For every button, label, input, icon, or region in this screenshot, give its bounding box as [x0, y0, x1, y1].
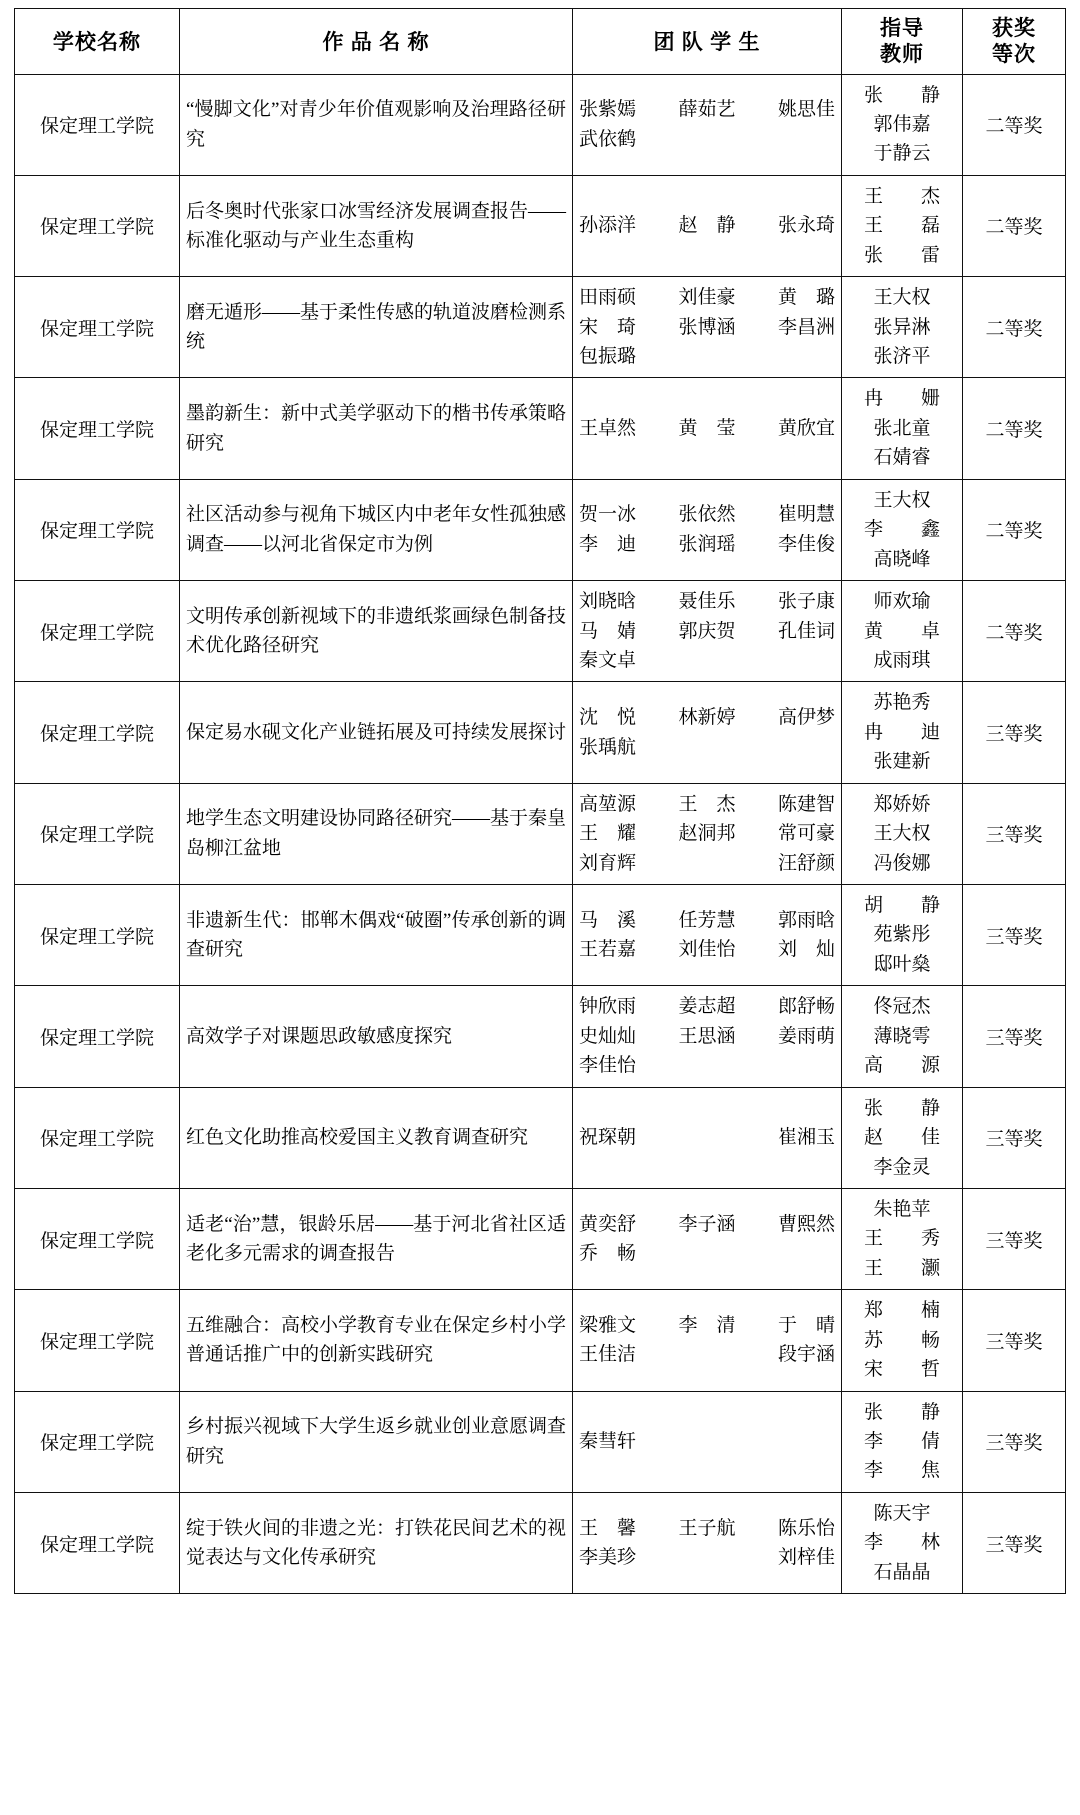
student-name: 汪舒颜: [777, 852, 835, 874]
cell-school: 保定理工学院: [15, 74, 180, 175]
mentor-name: 张异淋: [873, 316, 931, 338]
student-name: 马 溪: [579, 909, 637, 931]
student-name: 张依然: [678, 504, 736, 526]
cell-school: 保定理工学院: [15, 682, 180, 783]
mentor-name: 成雨琪: [873, 649, 931, 671]
cell-school: 保定理工学院: [15, 1391, 180, 1492]
team-student-line: [579, 992, 835, 1021]
student-name: 刘佳豪: [678, 287, 736, 309]
cell-team-students: [573, 1290, 842, 1391]
student-name: 于 晴: [777, 1314, 835, 1336]
cell-school: 保定理工学院: [15, 1290, 180, 1391]
student-name: 王子航: [678, 1517, 736, 1539]
cell-team-students: [573, 1087, 842, 1188]
student-name: 祝琛朝: [579, 1127, 637, 1149]
team-student-line: [579, 1123, 835, 1152]
student-name: 张子康: [777, 591, 835, 613]
column-header-school: 学校名称: [15, 9, 180, 75]
team-student-line: [579, 313, 835, 342]
student-name: 钟欣雨: [579, 996, 637, 1018]
student-name: 李美珍: [579, 1547, 637, 1569]
team-student-line: [579, 790, 835, 819]
cell-award-level: 三等奖: [963, 682, 1066, 783]
column-header-mentor: [842, 9, 963, 75]
cell-team-students: [573, 1391, 842, 1492]
cell-work-title: 文明传承创新视域下的非遗纸浆画绿色制备技术优化路径研究: [180, 581, 573, 682]
cell-team-students: [573, 986, 842, 1087]
student-name: 王佳洁: [579, 1344, 637, 1366]
mentor-name: 冯俊娜: [873, 852, 931, 874]
mentor-name: 冉 迪: [863, 721, 940, 743]
cell-mentor-teachers: [842, 277, 963, 378]
team-student-line: [579, 500, 835, 529]
student-name: 高堃源: [579, 793, 637, 815]
cell-team-students: [573, 479, 842, 580]
mentor-name: 冉 姗: [863, 388, 940, 410]
student-name: 任芳慧: [678, 909, 736, 931]
mentor-name: 于静云: [873, 143, 931, 165]
student-name: 郭庆贺: [678, 620, 736, 642]
student-name: 李 迪: [579, 533, 637, 555]
cell-team-students: [573, 581, 842, 682]
team-student-line: [579, 414, 835, 443]
student-name: 高伊梦: [777, 707, 835, 729]
cell-team-students: [573, 885, 842, 986]
mentor-name: 佟冠杰: [873, 996, 931, 1018]
student-name: 赵 静: [678, 215, 736, 237]
team-student-line: [579, 283, 835, 312]
cell-work-title: “慢脚文化”对青少年价值观影响及治理路径研究: [180, 74, 573, 175]
cell-award-level: 三等奖: [963, 1290, 1066, 1391]
cell-award-level: 三等奖: [963, 1087, 1066, 1188]
student-name: 王 杰: [678, 793, 736, 815]
table-row: [15, 175, 1066, 276]
cell-school: 保定理工学院: [15, 1188, 180, 1289]
table-row: [15, 986, 1066, 1087]
student-name: 姚思佳: [777, 99, 835, 121]
team-student-line: [579, 1210, 835, 1239]
student-name: 史灿灿: [579, 1025, 637, 1047]
student-name: 王若嘉: [579, 939, 637, 961]
cell-mentor-teachers: [842, 1087, 963, 1188]
cell-mentor-teachers: [842, 378, 963, 479]
student-name: 李 清: [678, 1314, 736, 1336]
team-student-line: [579, 1340, 835, 1369]
mentor-name: 李金灵: [873, 1156, 931, 1178]
cell-school: 保定理工学院: [15, 986, 180, 1087]
student-name: 张博涵: [678, 316, 736, 338]
student-name: 张瑀航: [579, 736, 637, 758]
mentor-name: 石晶晶: [873, 1561, 931, 1583]
mentor-name: 李 林: [863, 1532, 940, 1554]
cell-work-title: 绽于铁火间的非遗之光：打铁花民间艺术的视觉表达与文化传承研究: [180, 1492, 573, 1593]
cell-award-level: 三等奖: [963, 986, 1066, 1087]
cell-award-level: 二等奖: [963, 277, 1066, 378]
cell-award-level: 三等奖: [963, 1391, 1066, 1492]
cell-award-level: 二等奖: [963, 581, 1066, 682]
team-student-line: [579, 849, 835, 878]
mentor-name: 张 静: [863, 1097, 940, 1119]
table-row: [15, 783, 1066, 884]
cell-mentor-teachers: [842, 1290, 963, 1391]
cell-work-title: 红色文化助推高校爱国主义教育调查研究: [180, 1087, 573, 1188]
table-header: [15, 9, 1066, 75]
student-name: 武依鹤: [579, 128, 637, 150]
cell-team-students: [573, 378, 842, 479]
team-student-line: [579, 1514, 835, 1543]
mentor-name: 王 杰: [863, 185, 940, 207]
team-student-line: [579, 1022, 835, 1051]
student-name: 段宇涵: [777, 1344, 835, 1366]
mentor-name: 王大权: [873, 489, 931, 511]
mentor-name: 张济平: [873, 346, 931, 367]
mentor-name: 陈天宇: [873, 1502, 931, 1524]
cell-work-title: 保定易水砚文化产业链拓展及可持续发展探讨: [180, 682, 573, 783]
cell-mentor-teachers: [842, 682, 963, 783]
cell-award-level: 三等奖: [963, 783, 1066, 884]
table-row: [15, 1188, 1066, 1289]
table-header-row: [15, 9, 1066, 75]
team-student-line: [579, 95, 835, 124]
cell-mentor-teachers: [842, 1391, 963, 1492]
table-row: [15, 378, 1066, 479]
cell-work-title: 高效学子对课题思政敏感度探究: [180, 986, 573, 1087]
mentor-name: 苑紫彤: [873, 924, 931, 946]
column-header-mentor-line2: 教师: [879, 42, 925, 67]
student-name: 黄 莹: [678, 417, 736, 439]
student-name: 曹熙然: [777, 1213, 835, 1235]
student-name: 孙添洋: [579, 215, 637, 237]
cell-team-students: [573, 682, 842, 783]
team-student-line: [579, 342, 835, 371]
student-name: 郎舒畅: [777, 996, 835, 1018]
mentor-name: 王大权: [873, 287, 931, 309]
cell-school: 保定理工学院: [15, 1087, 180, 1188]
cell-school: 保定理工学院: [15, 783, 180, 884]
cell-award-level: 二等奖: [963, 378, 1066, 479]
student-name: 马 婧: [579, 620, 637, 642]
student-name: 王卓然: [579, 417, 637, 439]
student-name: 赵洞邦: [678, 823, 736, 845]
student-name: 张紫嫣: [579, 99, 637, 121]
mentor-name: 石婧睿: [873, 447, 931, 469]
cell-school: 保定理工学院: [15, 175, 180, 276]
team-student-line: [579, 703, 835, 732]
mentor-name: 李 倩: [863, 1431, 940, 1452]
team-student-line: [579, 819, 835, 848]
student-name: 秦彗轩: [579, 1431, 637, 1452]
mentor-name: 张 静: [863, 1401, 940, 1423]
cell-mentor-teachers: [842, 581, 963, 682]
student-name: 聂佳乐: [678, 591, 736, 613]
mentor-name: 薄晓雩: [873, 1025, 931, 1047]
column-header-mentor-line1: 指导: [879, 16, 925, 40]
team-student-line: [579, 1427, 835, 1456]
table-body: [15, 74, 1066, 1594]
team-student-line: [579, 646, 835, 675]
student-name: 李佳俊: [777, 533, 835, 555]
column-header-level-line1: 获奖: [991, 16, 1037, 40]
cell-team-students: [573, 74, 842, 175]
student-name: 黄奕舒: [579, 1213, 637, 1235]
cell-school: 保定理工学院: [15, 1492, 180, 1593]
cell-work-title: 磨无遁形——基于柔性传感的轨道波磨检测系统: [180, 277, 573, 378]
cell-work-title: 五维融合：高校小学教育专业在保定乡村小学普通话推广中的创新实践研究: [180, 1290, 573, 1391]
student-name: 崔明慧: [777, 504, 835, 526]
mentor-name: 王 灏: [863, 1257, 940, 1279]
mentor-name: 王 磊: [863, 215, 940, 237]
mentor-name: 王大权: [873, 823, 931, 845]
cell-school: 保定理工学院: [15, 277, 180, 378]
mentor-name: 宋 哲: [863, 1359, 940, 1381]
student-name: 刘 灿: [777, 939, 835, 961]
cell-work-title: 地学生态文明建设协同路径研究——基于秦皇岛柳江盆地: [180, 783, 573, 884]
mentor-name: 郭伟嘉: [873, 113, 931, 135]
student-name: 刘晓晗: [579, 591, 637, 613]
table-row: [15, 1290, 1066, 1391]
student-name: 姜雨萌: [777, 1025, 835, 1047]
table-row: [15, 74, 1066, 175]
team-student-line: [579, 733, 835, 762]
student-name: 刘佳怡: [678, 939, 736, 961]
table-row: [15, 479, 1066, 580]
mentor-name: 张建新: [873, 751, 931, 773]
cell-mentor-teachers: [842, 479, 963, 580]
table-row: [15, 1492, 1066, 1593]
table-row: [15, 1391, 1066, 1492]
student-name: 包振璐: [579, 346, 637, 367]
student-name: 林新婷: [678, 707, 736, 729]
mentor-name: 苏艳秀: [873, 692, 931, 714]
student-name: 沈 悦: [579, 707, 637, 729]
mentor-name: 张 雷: [863, 244, 940, 266]
table-row: [15, 581, 1066, 682]
student-name: 陈建智: [777, 793, 835, 815]
student-name: 贺一冰: [579, 504, 637, 526]
team-student-line: [579, 125, 835, 154]
cell-school: 保定理工学院: [15, 479, 180, 580]
student-name: 薛茹艺: [678, 99, 736, 121]
student-name: 李昌洲: [777, 316, 835, 338]
cell-team-students: [573, 1188, 842, 1289]
team-student-line: [579, 1543, 835, 1572]
table-row: [15, 277, 1066, 378]
student-name: 姜志超: [678, 996, 736, 1018]
team-student-line: [579, 617, 835, 646]
cell-school: 保定理工学院: [15, 581, 180, 682]
mentor-name: 张北童: [873, 417, 931, 439]
cell-school: 保定理工学院: [15, 378, 180, 479]
mentor-name: 李 鑫: [863, 519, 940, 541]
student-name: 黄 璐: [777, 287, 835, 309]
cell-award-level: 三等奖: [963, 1492, 1066, 1593]
team-student-line: [579, 530, 835, 559]
cell-work-title: 非遗新生代：邯郸木偶戏“破圈”传承创新的调查研究: [180, 885, 573, 986]
mentor-name: 高晓峰: [873, 548, 931, 570]
cell-mentor-teachers: [842, 74, 963, 175]
cell-mentor-teachers: [842, 783, 963, 884]
cell-award-level: 三等奖: [963, 1188, 1066, 1289]
cell-award-level: 二等奖: [963, 175, 1066, 276]
column-header-work: 作 品 名 称: [180, 9, 573, 75]
team-student-line: [579, 1311, 835, 1340]
cell-mentor-teachers: [842, 1492, 963, 1593]
cell-mentor-teachers: [842, 175, 963, 276]
mentor-name: 胡 静: [863, 895, 940, 916]
cell-award-level: 三等奖: [963, 885, 1066, 986]
award-list-table: [14, 8, 1066, 1594]
column-header-team: 团 队 学 生: [573, 9, 842, 75]
cell-school: 保定理工学院: [15, 885, 180, 986]
cell-team-students: [573, 783, 842, 884]
mentor-name: 苏 畅: [863, 1329, 940, 1351]
mentor-name: 王 秀: [863, 1228, 940, 1250]
mentor-name: 黄 卓: [863, 620, 940, 642]
cell-work-title: 社区活动参与视角下城区内中老年女性孤独感调查——以河北省保定市为例: [180, 479, 573, 580]
team-student-line: [579, 587, 835, 616]
mentor-name: 朱艳苹: [873, 1198, 931, 1220]
cell-mentor-teachers: [842, 885, 963, 986]
cell-team-students: [573, 1492, 842, 1593]
student-name: 田雨硕: [579, 287, 637, 309]
student-name: 张润瑶: [678, 533, 736, 555]
cell-team-students: [573, 277, 842, 378]
cell-work-title: 适老“治”慧，银龄乐居——基于河北省社区适老化多元需求的调查报告: [180, 1188, 573, 1289]
student-name: 陈乐怡: [777, 1517, 835, 1539]
student-name: 李子涵: [678, 1213, 736, 1235]
column-header-level: [963, 9, 1066, 75]
mentor-name: 郑娇娇: [873, 793, 931, 815]
mentor-name: 师欢瑜: [873, 591, 931, 613]
team-student-line: [579, 1239, 835, 1268]
student-name: 王 馨: [579, 1517, 637, 1539]
student-name: 梁雅文: [579, 1314, 637, 1336]
table-row: [15, 1087, 1066, 1188]
mentor-name: 赵 佳: [863, 1127, 940, 1149]
student-name: 常可豪: [777, 823, 835, 845]
table-row: [15, 885, 1066, 986]
student-name: 宋 琦: [579, 316, 637, 338]
mentor-name: 李 焦: [863, 1460, 940, 1482]
team-student-line: [579, 1051, 835, 1080]
mentor-name: 郑 楠: [863, 1300, 940, 1322]
team-student-line: [579, 935, 835, 964]
student-name: 刘梓佳: [777, 1547, 835, 1569]
mentor-name: 邸叶燊: [873, 953, 931, 975]
cell-award-level: 二等奖: [963, 479, 1066, 580]
student-name: 王思涵: [678, 1025, 736, 1047]
student-name: 李佳怡: [579, 1055, 637, 1077]
cell-work-title: 墨韵新生：新中式美学驱动下的楷书传承策略研究: [180, 378, 573, 479]
student-name: 乔 畅: [579, 1243, 637, 1265]
column-header-level-line2: 等次: [991, 42, 1037, 67]
student-name: 秦文卓: [579, 649, 637, 671]
student-name: 张永琦: [777, 215, 835, 237]
student-name: 黄欣宜: [777, 417, 835, 439]
cell-mentor-teachers: [842, 986, 963, 1087]
cell-work-title: 后冬奥时代张家口冰雪经济发展调查报告——标准化驱动与产业生态重构: [180, 175, 573, 276]
table-row: [15, 682, 1066, 783]
mentor-name: 高 源: [863, 1055, 940, 1077]
student-name: 孔佳词: [777, 620, 835, 642]
student-name: 王 耀: [579, 823, 637, 845]
student-name: 刘育辉: [579, 852, 637, 874]
team-student-line: [579, 211, 835, 240]
cell-mentor-teachers: [842, 1188, 963, 1289]
student-name: 郭雨晗: [777, 909, 835, 931]
cell-work-title: 乡村振兴视域下大学生返乡就业创业意愿调查研究: [180, 1391, 573, 1492]
cell-team-students: [573, 175, 842, 276]
cell-award-level: 二等奖: [963, 74, 1066, 175]
mentor-name: 张 静: [863, 84, 940, 106]
student-name: 崔湘玉: [777, 1127, 835, 1149]
team-student-line: [579, 906, 835, 935]
